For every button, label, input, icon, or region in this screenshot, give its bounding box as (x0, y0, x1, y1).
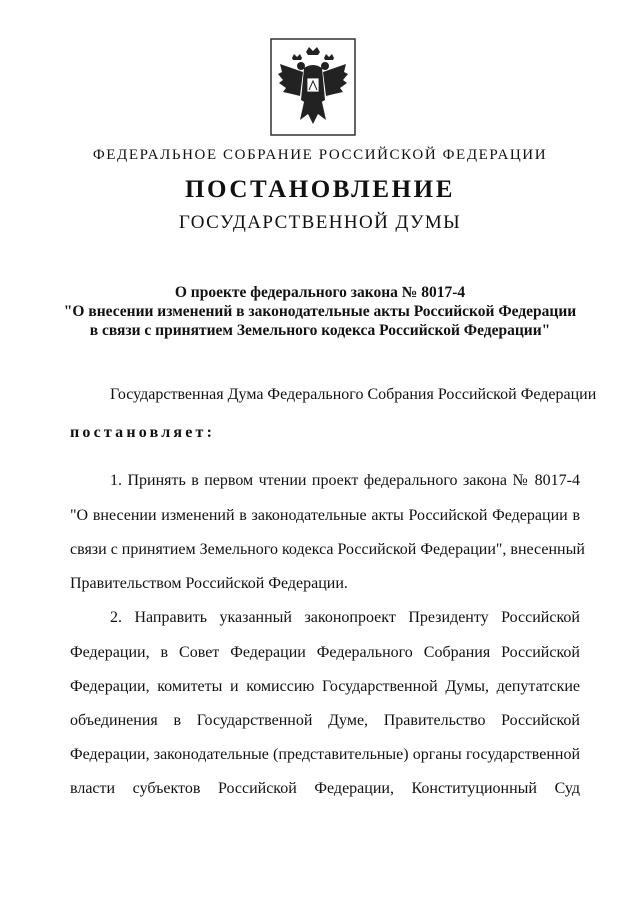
resolves-word: постановляет: (70, 424, 216, 441)
decree-lead: Государственная Дума Федерального Собрания Российской Федерации (110, 386, 597, 403)
item-2-line: Федерации, комитеты и комиссию Государственной Думы, депутатские (70, 678, 580, 695)
item-1-line: связи с принятием Земельного кодекса Российской Федерации", внесенный (70, 541, 585, 558)
russian-coat-of-arms-icon (270, 38, 356, 136)
bill-title-line: "О внесении изменений в законодательные акты Российской Федерации (63, 303, 577, 320)
item-2-line: объединения в Государственной Думе, Правительство Российской (70, 712, 580, 729)
item-1-line: Правительством Российской Федерации. (70, 575, 348, 592)
document-subtitle: ГОСУДАРСТВЕННОЙ ДУМЫ (178, 212, 462, 233)
item-2-line: власти субъектов Российской Федерации, Конституционный Суд (70, 780, 580, 797)
item-2-line: 2. Направить указанный законопроект Президенту Российской (110, 609, 580, 626)
document-title: ПОСТАНОВЛЕНИЕ (184, 176, 456, 203)
bill-title-line: в связи с принятием Земельного кодекса Российской Федерации" (89, 322, 551, 339)
item-1-line: "О внесении изменений в законодательные акты Российской Федерации в (70, 507, 580, 524)
item-2-line: Федерации, законодательные (представительные) органы государственной (70, 746, 580, 763)
federal-assembly-heading: ФЕДЕРАЛЬНОЕ СОБРАНИЕ РОССИЙСКОЙ ФЕДЕРАЦИИ (92, 147, 548, 163)
item-1-line: 1. Принять в первом чтении проект федерального закона № 8017-4 (110, 472, 580, 489)
bill-title-line: О проекте федерального закона № 8017-4 (174, 284, 466, 301)
item-2-line: Федерации, в Совет Федерации Федерального Собрания Российской (70, 644, 580, 661)
